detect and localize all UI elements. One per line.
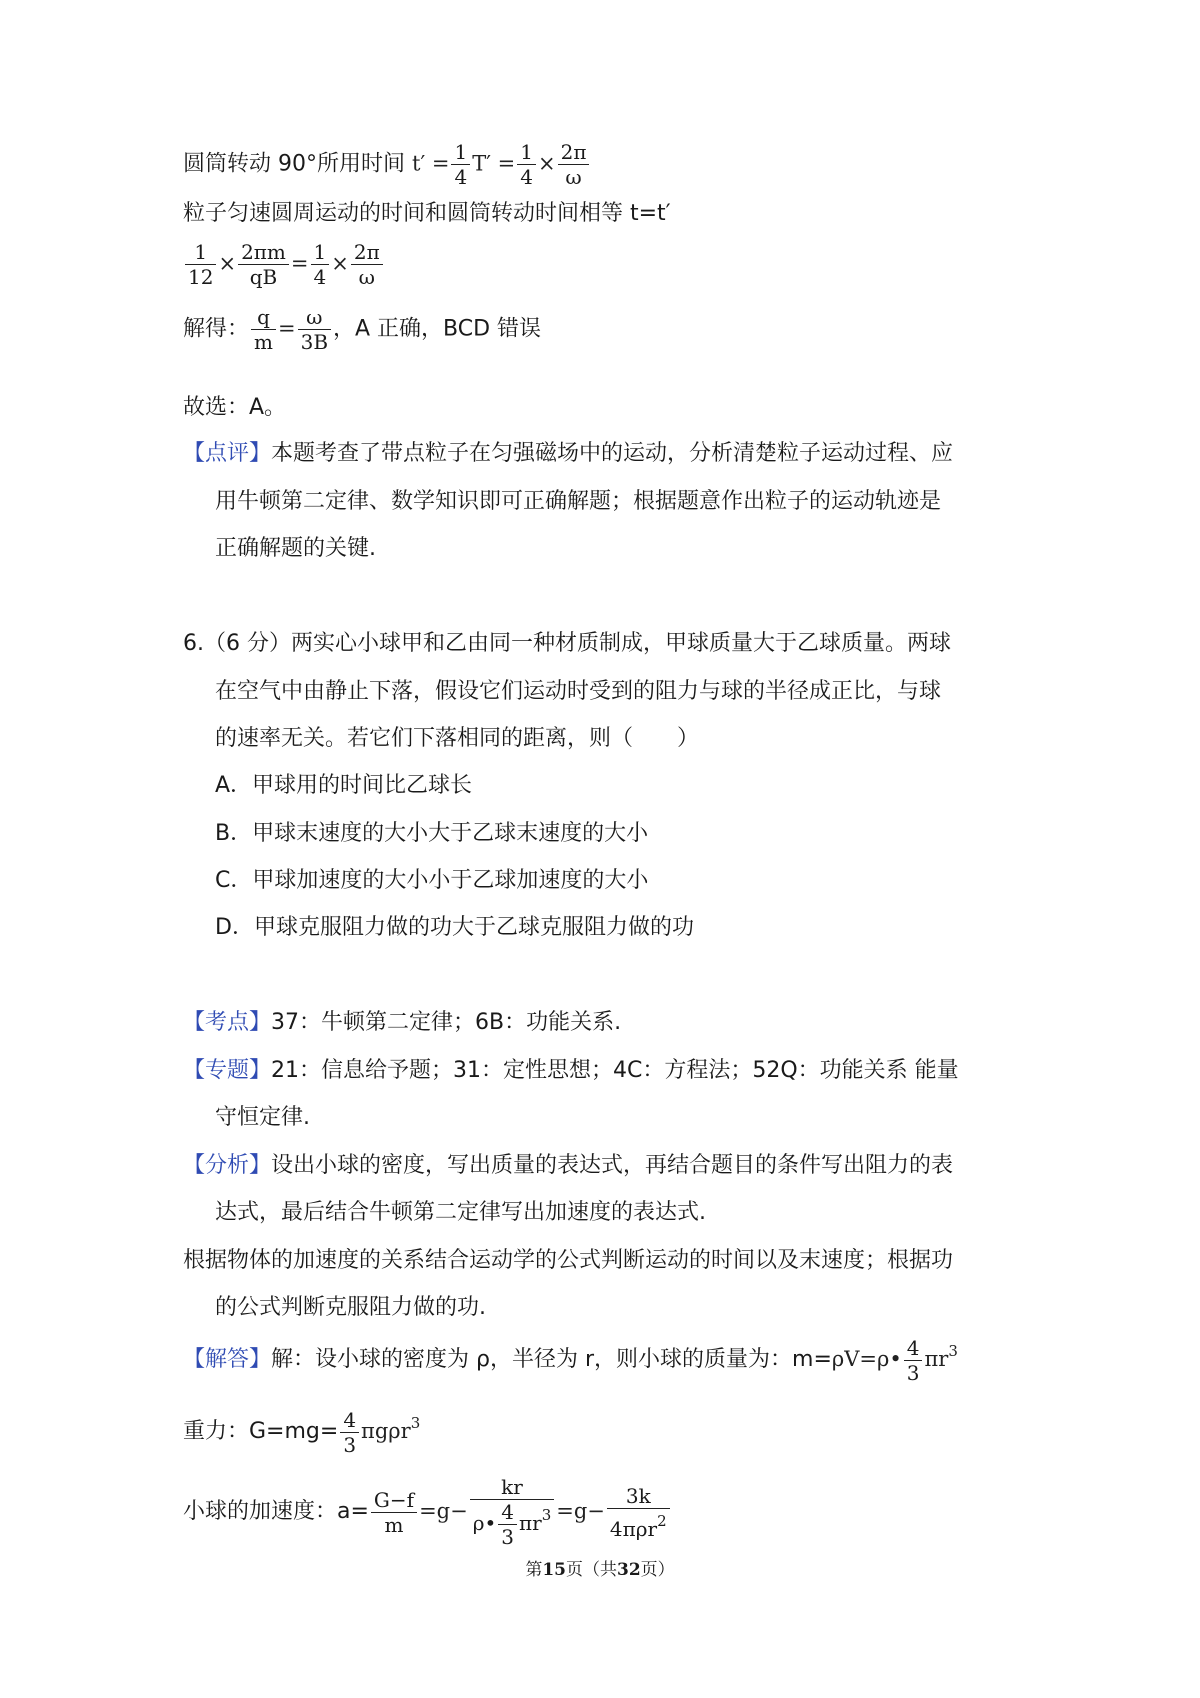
exponent: 3 <box>410 1414 421 1432</box>
review-line-3: 正确解题的关键. <box>215 536 376 561</box>
formula: ρV=ρ• <box>831 1347 902 1371</box>
review-line-1: 【点评】本题考查了带点粒子在匀强磁场中的运动，分析清楚粒子运动过程、应 <box>183 441 954 466</box>
option-a: A．甲球用的时间比乙球长 <box>215 773 473 798</box>
answer-line: 故选：A。 <box>183 395 287 420</box>
times-sign: × <box>538 151 556 176</box>
formula: πr <box>924 1347 949 1371</box>
analysis-line-1: 【分析】设出小球的密度，写出质量的表达式，再结合题目的条件写出阻力的表 <box>183 1153 954 1178</box>
topic-line-1: 【专题】21：信息给予题；31：定性思想；4C：方程法；52Q：功能关系 能量 <box>183 1058 959 1083</box>
acceleration-line: 小球的加速度：a= $\frac{G-f}{m}$ =g− kr ρ• $\frac{4}{3}$ $\pi r^3$ =g− $\frac{3k}{4\pi\rho r^2}$ <box>183 1475 672 1549</box>
time-equation-line <box>183 240 385 289</box>
rotation-time-line <box>183 140 591 189</box>
fraction: $\frac{4}{3}$ <box>904 1336 923 1385</box>
fraction: $\frac{1}{12}$ <box>185 240 216 289</box>
knowledge-tag: 【考点】 <box>183 1010 272 1035</box>
fraction: $\frac{q}{m}$ <box>251 305 276 354</box>
equals-sign: = <box>277 316 296 341</box>
fraction: $\frac{1}{4}$ <box>311 240 330 289</box>
formula: T′ = <box>472 151 516 176</box>
solution-result-line <box>183 305 541 354</box>
analysis-line-4: 的公式判断克服阻力做的功. <box>215 1295 486 1320</box>
text: ，A 正确，BCD 错误 <box>333 316 542 342</box>
exponent: 3 <box>948 1342 958 1360</box>
review-tag: 【点评】 <box>183 441 272 466</box>
fraction: $\frac{1}{4}$ <box>451 140 470 189</box>
question-line-1: 6.（6 分）两实心小球甲和乙由同一种材质制成，甲球质量大于乙球质量。两球 <box>183 631 951 656</box>
equal-time-line: 粒子匀速圆周运动的时间和圆筒转动时间相等 t=t′ <box>183 201 671 226</box>
analysis-line-2: 达式，最后结合牛顿第二定律写出加速度的表达式. <box>215 1200 706 1225</box>
option-b: B．甲球末速度的大小大于乙球末速度的大小 <box>215 821 649 846</box>
total-pages: 32 <box>617 1560 641 1580</box>
topic-tag: 【专题】 <box>183 1058 272 1083</box>
question-line-3: 的速率无关。若它们下落相同的距离，则（ ） <box>215 726 700 751</box>
fraction: kr ρ• $\frac{4}{3}$ $\pi r^3$ <box>470 1475 555 1549</box>
formula: t′ = <box>412 151 450 176</box>
fraction: $\frac{\omega}{3B}$ <box>298 305 331 354</box>
text: 圆筒转动 90°所用时间 <box>183 151 405 177</box>
equals-sign: = <box>290 251 309 276</box>
formula: =g− <box>556 1499 605 1523</box>
fraction: $\frac{2\pi}{\omega}$ <box>558 140 590 189</box>
text: 解得： <box>183 316 250 342</box>
gravity-line: 重力：G=mg= $\frac{4}{3}$ πgρr$^3$ <box>183 1407 421 1457</box>
option-d: D．甲球克服阻力做的功大于乙球克服阻力做的功 <box>215 915 694 940</box>
analysis-line-3: 根据物体的加速度的关系结合运动学的公式判断运动的时间以及末速度；根据功 <box>183 1248 954 1273</box>
question-line-2: 在空气中由静止下落，假设它们运动时受到的阻力与球的半径成正比，与球 <box>215 679 942 704</box>
page-number: 15 <box>542 1560 566 1580</box>
formula: πgρr <box>361 1419 411 1443</box>
fraction: $\frac{2\pi}{\omega}$ <box>351 240 383 289</box>
solution-line-1: 【解答】解：设小球的密度为 ρ，半径为 r，则小球的质量为：m=ρV=ρ• $\frac{4}{3}$ $\pi r^3$ <box>183 1335 958 1385</box>
knowledge-point-line: 【考点】37：牛顿第二定律；6B：功能关系. <box>183 1010 622 1035</box>
fraction: $\frac{4}{3}$ <box>340 1408 359 1457</box>
page-footer: 第15页（共32页） <box>525 1560 675 1580</box>
analysis-tag: 【分析】 <box>183 1153 272 1178</box>
formula: =g− <box>419 1499 468 1523</box>
fraction: $\frac{3k}{4\pi\rho r^2}$ <box>607 1484 670 1541</box>
fraction: $\frac{2\pi m}{qB}$ <box>238 240 289 289</box>
topic-line-2: 守恒定律. <box>215 1105 310 1130</box>
option-c: C．甲球加速度的大小小于乙球加速度的大小 <box>215 868 649 893</box>
times-sign: × <box>218 251 237 276</box>
times-sign: × <box>331 251 349 276</box>
review-line-2: 用牛顿第二定律、数学知识即可正确解题；根据题意作出粒子的运动轨迹是 <box>215 489 942 514</box>
fraction: $\frac{1}{4}$ <box>517 140 536 189</box>
fraction: $\frac{G-f}{m}$ <box>371 1488 417 1537</box>
solution-tag: 【解答】 <box>183 1347 272 1372</box>
